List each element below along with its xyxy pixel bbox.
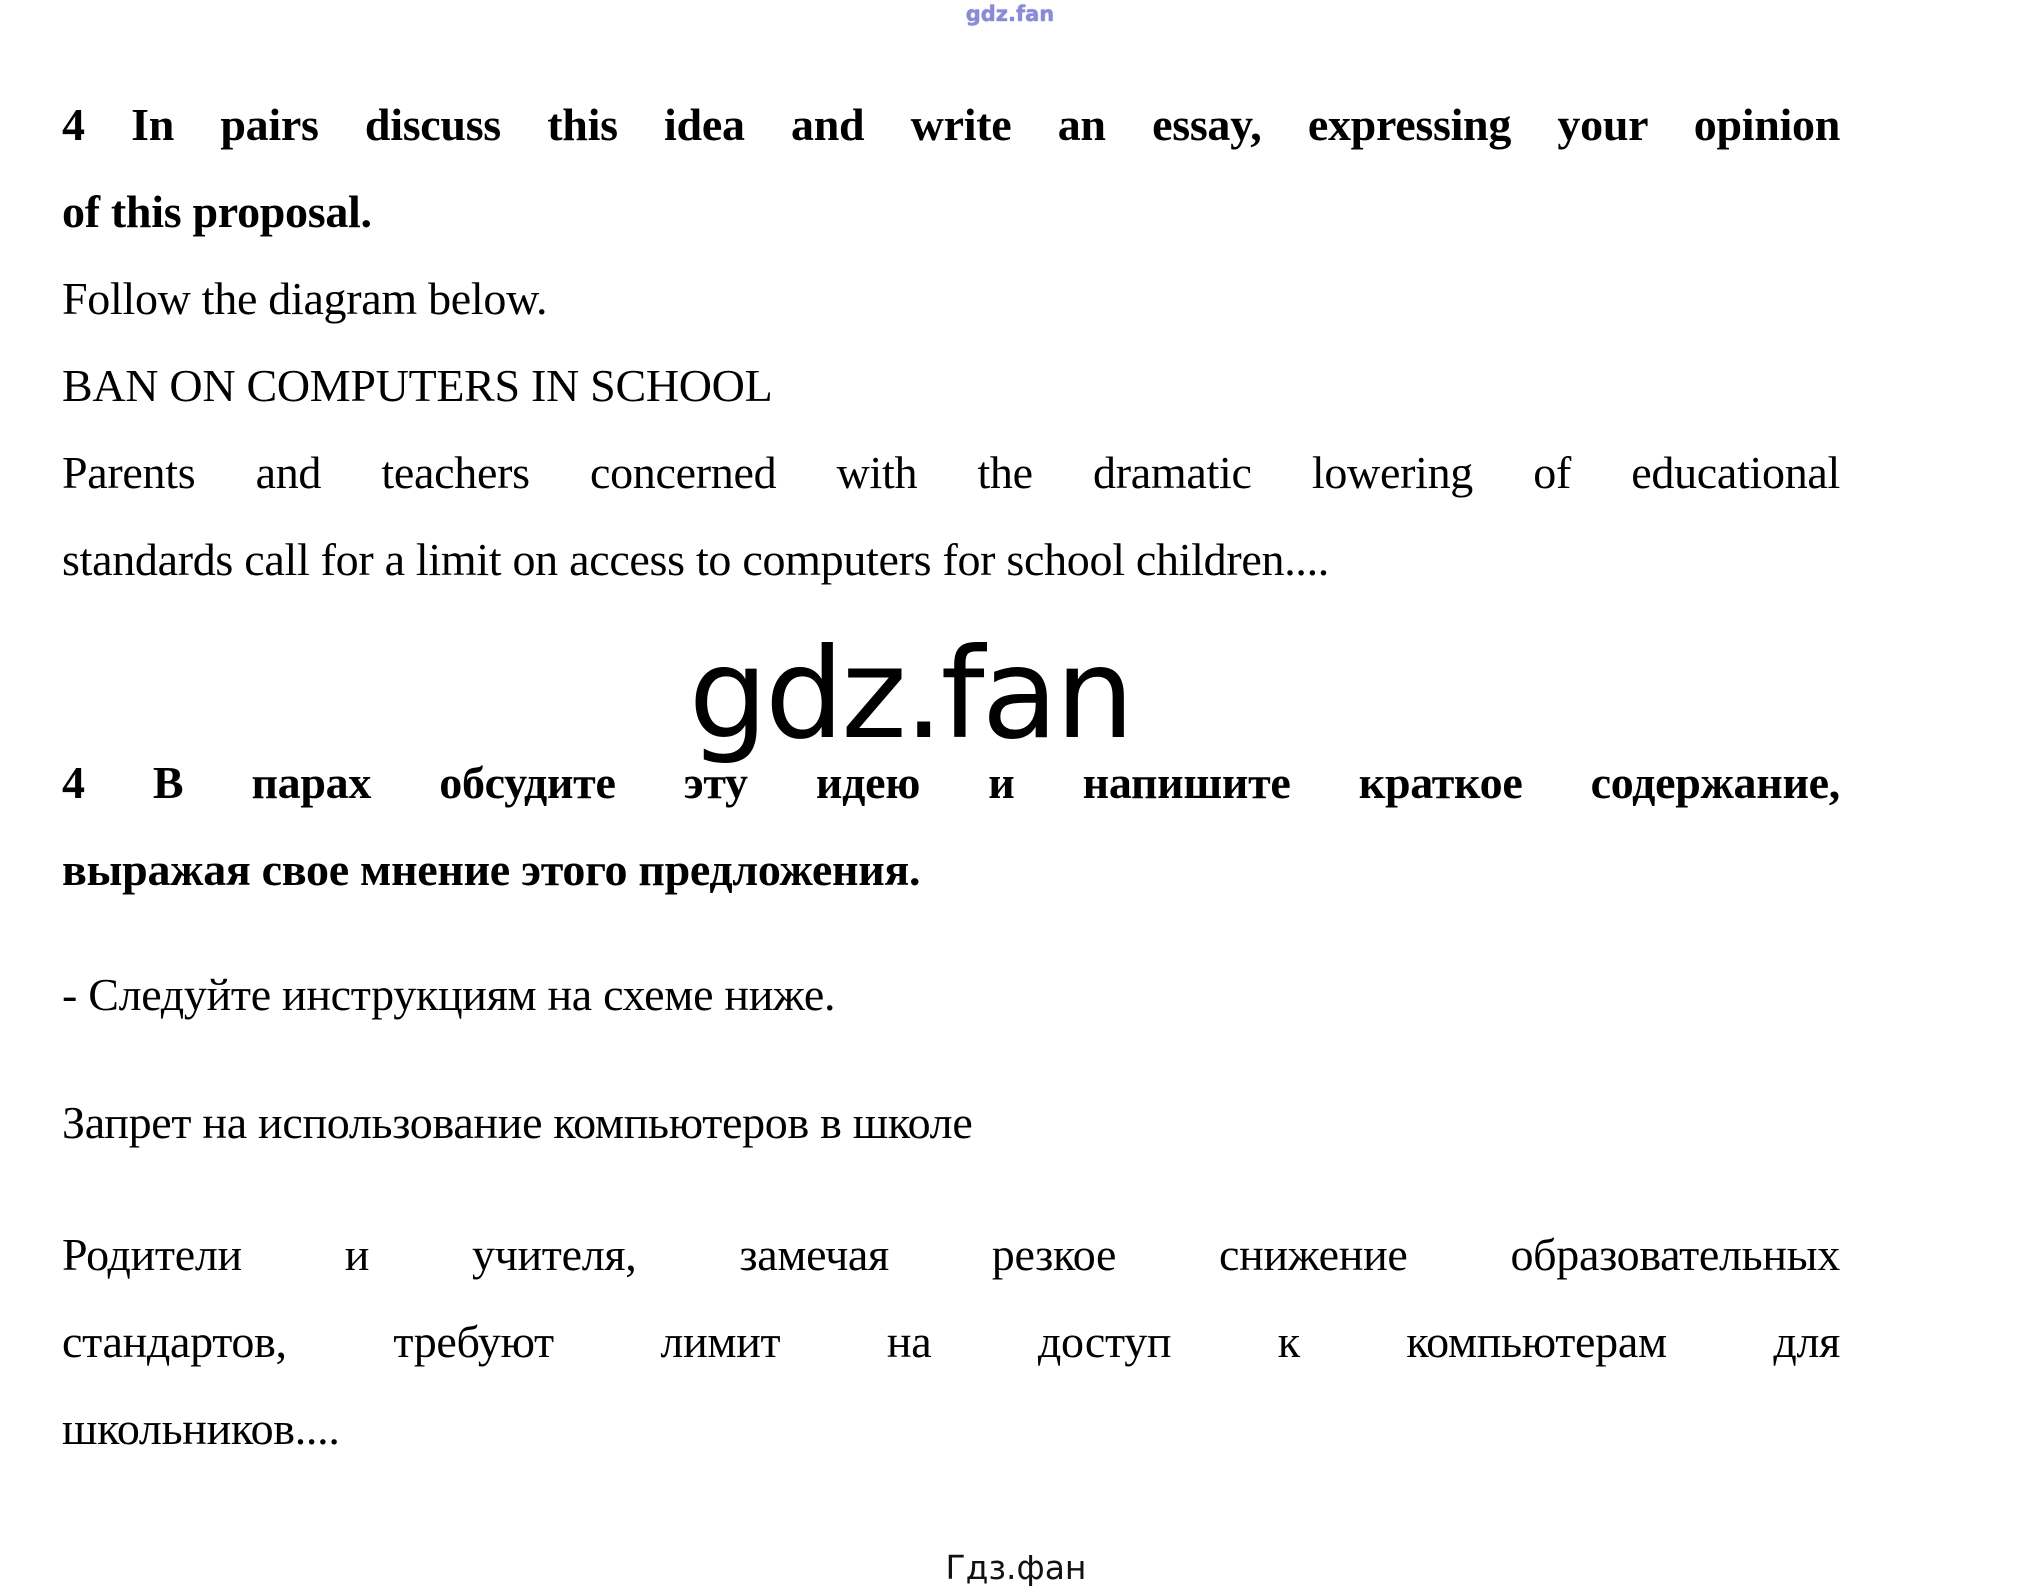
ban-title-en: BAN ON COMPUTERS IN SCHOOL	[62, 360, 773, 411]
center-watermark-text: gdz.fan	[688, 622, 1132, 767]
task-heading-ru-line1: 4 В парах обсудите эту идею и напишите краткое содержание,	[62, 757, 1840, 808]
body-en-line1: Parents and teachers concerned with the dramatic lowering of educational	[62, 447, 1840, 498]
follow-note-en: Follow the diagram below.	[62, 273, 548, 324]
task-heading-ru-line2: выражая свое мнение этого предложения.	[62, 844, 921, 895]
footer-site-name: Гдз.фан	[945, 1548, 1087, 1587]
body-ru-line3: школьников....	[62, 1403, 340, 1454]
top-watermark-text: gdz.fan	[965, 2, 1055, 26]
task-heading-en-line2: of this proposal.	[62, 186, 372, 237]
ban-title-ru: Запрет на использование компьютеров в школе	[62, 1097, 973, 1148]
body-ru-line2: стандартов, требуют лимит на доступ к компьютерам для	[62, 1316, 1840, 1367]
follow-note-ru: - Следуйте инструкциям на схеме ниже.	[62, 969, 836, 1020]
task-heading-en-line1: 4 In pairs discuss this idea and write an essay, expressing your opinion	[62, 99, 1840, 150]
body-en-line2: standards call for a limit on access to computers for school children....	[62, 534, 1329, 585]
body-ru-line1: Родители и учителя, замечая резкое снижение образовательных	[62, 1229, 1840, 1280]
